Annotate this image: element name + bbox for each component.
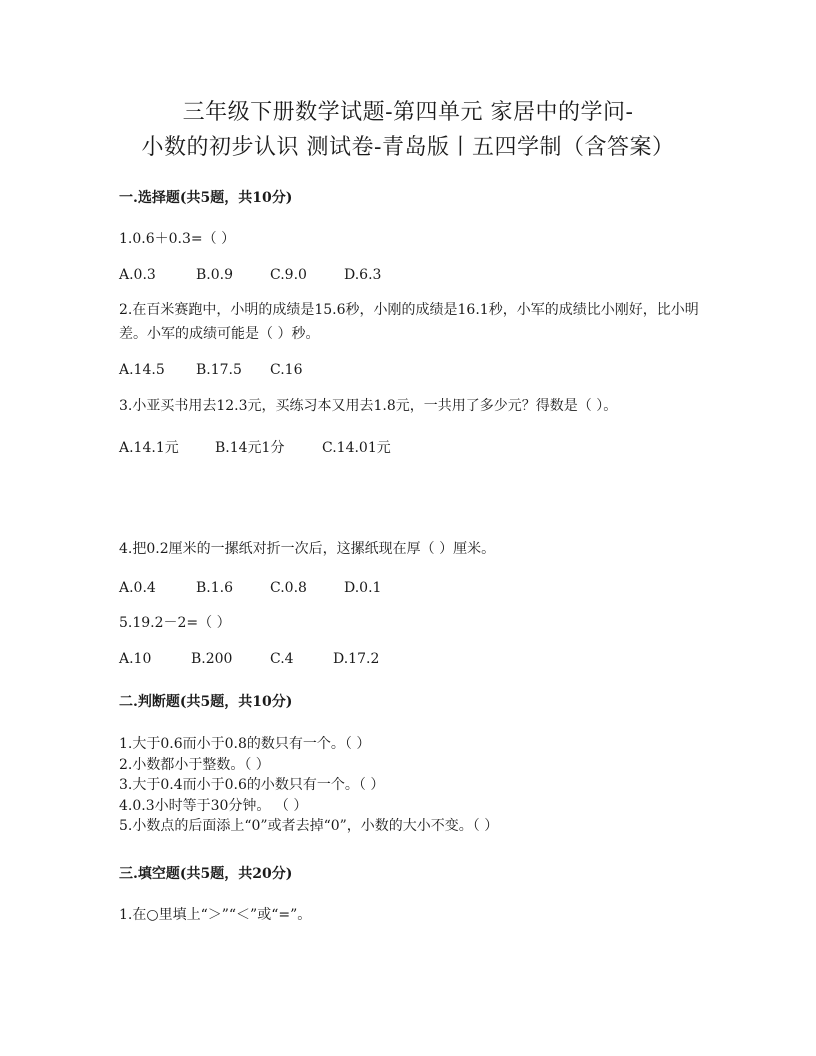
question-4-option-b: B.1.6 <box>196 580 234 596</box>
question-4-option-a: A.0.4 <box>119 580 156 596</box>
true-false-item-4: 4.0.3小时等于30分钟。 （ ） <box>119 797 308 814</box>
true-false-item-1: 1.大于0.6而小于0.8的数只有一个。（ ） <box>119 736 371 752</box>
question-2-option-a: A.14.5 <box>119 362 165 378</box>
question-1-option-d: D.6.3 <box>344 267 382 283</box>
question-1-text: 1.0.6＋0.3=（ ） <box>119 231 236 247</box>
question-5-option-c: C.4 <box>270 651 294 667</box>
page-title-line-1: 三年级下册数学试题-第四单元 家居中的学问- <box>182 100 634 125</box>
question-3-option-a: A.14.1元 <box>119 440 179 456</box>
true-false-item-5: 5.小数点的后面添上“0”或者去掉“0”，小数的大小不变。（ ） <box>119 818 499 834</box>
question-5-option-d: D.17.2 <box>333 651 380 667</box>
section-heading-true-false: 二.判断题(共5题，共10分) <box>119 694 293 710</box>
question-1-option-b: B.0.9 <box>196 267 234 283</box>
question-4-text: 4.把0.2厘米的一摞纸对折一次后，这摞纸现在厚（ ）厘米。 <box>119 541 496 557</box>
question-4-option-c: C.0.8 <box>270 580 307 596</box>
question-2-option-c: C.16 <box>270 362 303 378</box>
question-5-text: 5.19.2－2=（ ） <box>119 615 231 631</box>
question-3-option-b: B.14元1分 <box>215 440 285 456</box>
question-2-option-b: B.17.5 <box>196 362 242 378</box>
section-heading-fill-in-blank: 三.填空题(共5题，共20分) <box>119 866 293 882</box>
question-3-option-c: C.14.01元 <box>322 440 391 456</box>
question-5-option-b: B.200 <box>191 651 233 667</box>
true-false-item-2: 2.小数都小于整数。（ ） <box>119 756 270 773</box>
true-false-item-3: 3.大于0.4而小于0.6的小数只有一个。（ ） <box>119 777 385 793</box>
question-1-option-a: A.0.3 <box>119 267 156 283</box>
true-false-list <box>119 734 498 837</box>
fill-in-item-1: 1.在○里填上“＞”“＜”或“=”。 <box>119 907 312 923</box>
question-5-option-a: A.10 <box>119 651 152 667</box>
question-2-text: 2.在百米赛跑中，小明的成绩是15.6秒，小刚的成绩是16.1秒，小军的成绩比小刚好，比小明差。小军的成绩可能是（ ）秒。 <box>119 302 699 342</box>
question-4-option-d: D.0.1 <box>344 580 382 596</box>
question-1-option-c: C.9.0 <box>270 267 307 283</box>
section-heading-multiple-choice: 一.选择题(共5题，共10分) <box>119 190 293 206</box>
question-3-text: 3.小亚买书用去12.3元，买练习本又用去1.8元，一共用了多少元？得数是（ ）。 <box>119 398 618 414</box>
page-title-line-2: 小数的初步认识 测试卷-青岛版丨五四学制（含答案） <box>141 135 675 160</box>
